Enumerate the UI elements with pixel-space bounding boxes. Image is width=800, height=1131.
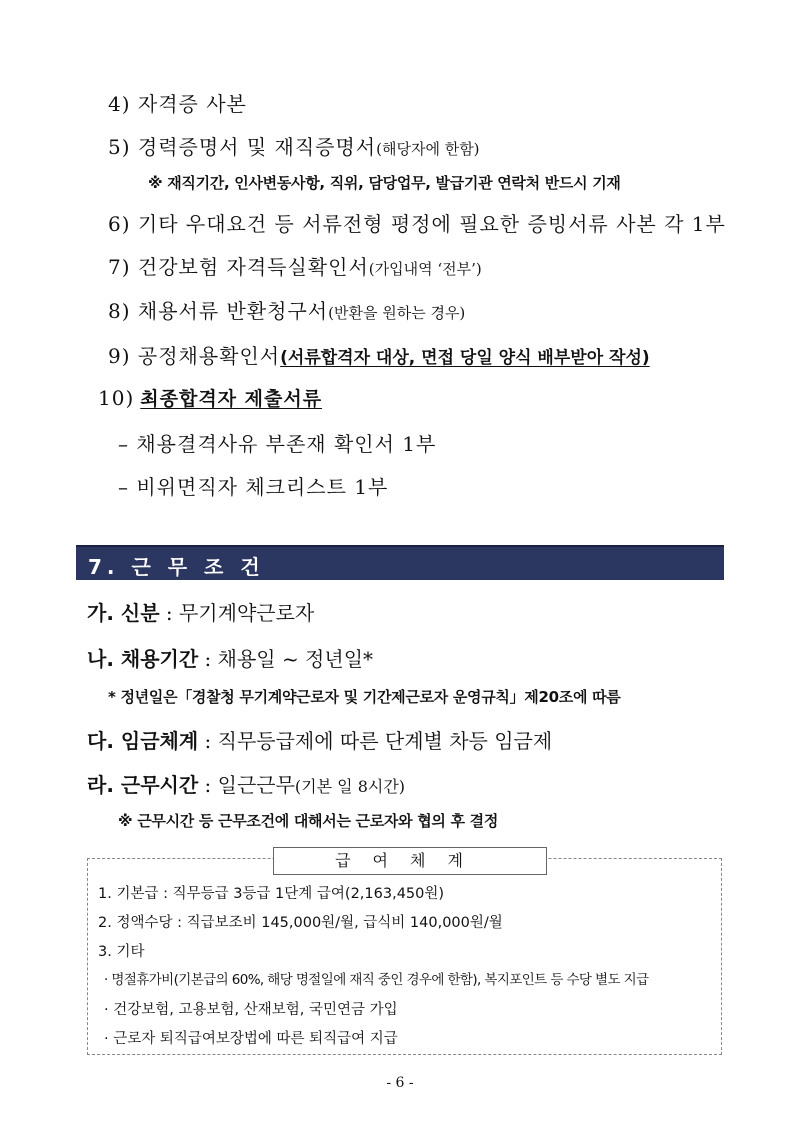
doc-item-8-text: 8) 채용서류 반환청구서 — [108, 299, 329, 323]
condition-hours-note: (기본 일 8시간) — [294, 777, 406, 796]
condition-wage — [87, 725, 552, 754]
doc-item-10-number: 10) — [98, 386, 135, 410]
pay-line-other: 3. 기타 — [98, 944, 145, 960]
doc-item-5-note: (해당자에 한함) — [376, 140, 480, 158]
doc-item-6: 6) 기타 우대요건 등 서류전형 평정에 필요한 증빙서류 사본 각 1부 — [108, 212, 726, 236]
doc-item-10-title: 최종합격자 제출서류 — [140, 388, 323, 410]
pay-bullet-2: · 건강보험, 고용보험, 산재보험, 국민연금 가입 — [104, 1002, 398, 1018]
doc-item-10 — [98, 384, 322, 411]
condition-remark: ※ 근무시간 등 근무조건에 대해서는 근로자와 협의 후 결정 — [118, 812, 499, 830]
doc-item-7 — [108, 251, 482, 280]
doc-item-5-remark: ※ 재직기간, 인사변동사항, 직위, 담당업무, 발급기관 연락처 반드시 기재 — [148, 174, 621, 192]
doc-item-5-text: 5) 경력증명서 및 재직증명서 — [108, 135, 377, 159]
condition-wage-label: 다. 임금체계 — [87, 729, 199, 753]
pay-structure-title: 급여체계 — [273, 847, 547, 875]
condition-hours-label: 라. 근무시간 — [87, 773, 199, 797]
condition-period-value: : 채용일 ~ 정년일* — [204, 647, 374, 671]
section-heading-title: 7. 근 무 조 건 — [88, 555, 265, 579]
condition-period-note: * 정년일은「경찰청 무기계약근로자 및 기간제근로자 운영규칙」제20조에 따름 — [108, 688, 621, 706]
doc-item-9-underlined: (서류합격자 대상, 면접 당일 양식 배부받아 작성) — [280, 348, 650, 368]
condition-hours-value: : 일근근무 — [204, 773, 295, 797]
section-heading — [76, 545, 724, 580]
doc-item-10-sub-2: – 비위면직자 체크리스트 1부 — [118, 475, 389, 499]
pay-line-allowance: 2. 정액수당 : 직급보조비 145,000원/월, 급식비 140,000원/월 — [98, 915, 503, 931]
pay-bullet-1: · 명절휴가비(기본급의 60%, 해당 명절일에 재직 중인 경우에 한함), 복지포인트 등 수당 별도 지급 — [104, 972, 649, 988]
condition-status-value: : 무기계약근로자 — [165, 601, 315, 625]
condition-status-label: 가. 신분 — [87, 601, 160, 625]
doc-item-8 — [108, 295, 465, 324]
doc-item-7-text: 7) 건강보험 자격득실확인서 — [108, 255, 369, 279]
doc-item-9-text: 9) 공정채용확인서 — [108, 344, 281, 368]
doc-item-9 — [108, 340, 650, 369]
doc-item-4 — [108, 88, 247, 117]
doc-item-8-note: (반환을 원하는 경우) — [328, 304, 466, 322]
condition-period-label: 나. 채용기간 — [87, 647, 199, 671]
doc-item-4-text: 4) 자격증 사본 — [108, 92, 247, 116]
pay-line-base: 1. 기본급 : 직무등급 3등급 1단계 급여(2,163,450원) — [98, 886, 445, 902]
condition-period — [87, 643, 373, 672]
condition-hours — [87, 769, 405, 798]
doc-item-5 — [108, 131, 480, 160]
doc-item-10-sub-1: – 채용결격사유 부존재 확인서 1부 — [118, 432, 437, 456]
condition-wage-value: : 직무등급제에 따른 단계별 차등 임금제 — [204, 729, 553, 753]
pay-bullet-3: · 근로자 퇴직급여보장법에 따른 퇴직급여 지급 — [104, 1031, 398, 1047]
condition-status — [87, 597, 314, 626]
doc-item-7-note: (가입내역 ‘전부’) — [368, 260, 482, 278]
page-number: - 6 - — [386, 1075, 414, 1091]
